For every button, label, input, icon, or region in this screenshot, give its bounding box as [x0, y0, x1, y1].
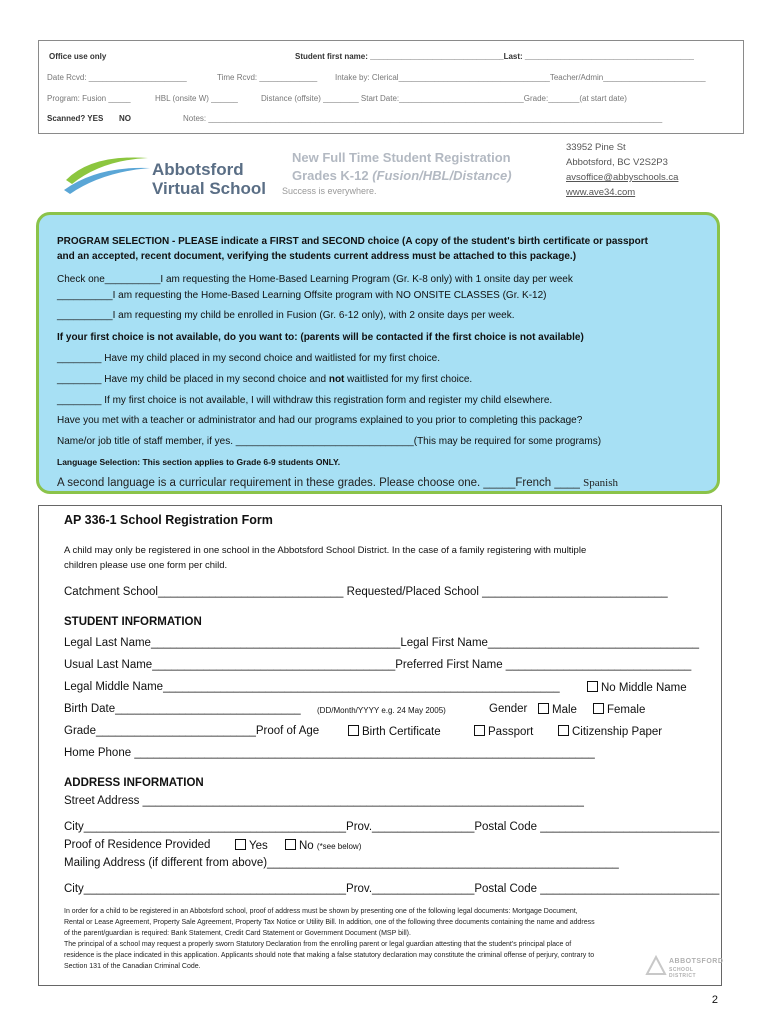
choice-waitlist[interactable]: ________ Have my child placed in my second choice and waitlisted for my first choice. [57, 353, 440, 364]
checkbox-icon[interactable] [558, 725, 569, 736]
choice-withdraw[interactable]: ________ If my first choice is not available, I will withdraw this registration form and register my child elsewhere. [57, 395, 553, 406]
checkbox-icon[interactable] [474, 725, 485, 736]
program-option-fusion[interactable]: __________I am requesting my child be enrolled in Fusion (Gr. 6-12 only), with 2 onsite days per week. [57, 310, 515, 321]
language-selection-note: Language Selection: This section applies to Grade 6-9 students ONLY. [57, 457, 341, 467]
fine-print-2: Rental or Lease Agreement, Property Sale Agreement, Property Tax Notice or Utility Bill. In addition, one of the following three documents containing the name and address [64, 919, 595, 926]
city-prov-postal-field[interactable]: City_________________________________________Prov.________________Postal Code ____________________________ [64, 821, 720, 833]
usual-name-field[interactable]: Usual Last Name______________________________________Preferred First Name _____________________________ [64, 659, 692, 671]
checkbox-icon[interactable] [285, 839, 296, 850]
program-intro-2: and an accepted, recent document, verifying the students current address must be attached to this package.) [57, 251, 577, 262]
legal-middle-name-field[interactable]: Legal Middle Name______________________________________________________________ [64, 681, 560, 693]
grade-field[interactable]: Grade_________________________Proof of Age [64, 725, 320, 737]
address-street: 33952 Pine St [566, 142, 626, 153]
registration-form: AP 336-1 School Registration Form A child may only be registered in one school in the Abbotsford School District. In the case of a family registering with multiple children please use one form per child. Catchment School_____________________________ Requested/Placed School _____________________________ STUDENT INFORMATION Legal Last Name_______________________________________Legal First Name_________________________________ Usual Last Name______________________________________Preferred First Name _____________________________ Legal Middle Name______________________________________________________________ No Middle Name Birth Date_____________________________ (DD/Month/YYYY e.g. 24 May 2005) Gender Male Female Grade_________________________Proof of Age Birth Certificate Passport Citizenship Paper Home Phone ________________________________________________________________________ ADDRESS INFORMATION Street Address _____________________________________________________________________ City_________________________________________Prov.________________Postal Code ____________________________ Proof of Residence Provided Yes No (*see below) Mailing Address (if different from above)_______________________________________________________ City_________________________________________Prov.________________Postal Code ____________________________ In order for a child to be registered in an Abbotsford school, proof of address must be shown by presenting one of the following legal documents: Mortgage Document, Rental or Lease Agreement, Property Sale Agreement, Property Tax Notice or Utility Bill. In addition, one of the following three documents containing the name and address of the parent/guardian is required: Bank Statement, Credit Card Statement or Government Document (MSP bill). The principal of a school may request a properly sworn Statutory Declaration from the enrolling parent or legal guardian attesting that the student's principal place of residence is the place indicated in this application. Applicants should note that making a false statutory declaration may constitute the criminal offense of perjury, contrary to Section 131 of the Canadian Criminal Code. ABBOTSFORD SCHOOL DISTRICT [38, 505, 722, 986]
proof-yes-checkbox[interactable]: Yes [232, 839, 268, 852]
header-title-1: New Full Time Student Registration [292, 150, 511, 165]
choice-no-waitlist[interactable]: ________ Have my child be placed in my second choice and not waitlisted for my first choice. [57, 374, 473, 385]
first-choice-question: If your first choice is not available, do you want to: (parents will be contacted if the first choice is not available) [57, 332, 584, 343]
checkbox-icon[interactable] [538, 703, 549, 714]
form-intro-1: A child may only be registered in one school in the Abbotsford School District. In the case of a family registering with multiple [64, 545, 587, 556]
tagline: Success is everywhere. [282, 186, 377, 196]
checkbox-icon[interactable] [348, 725, 359, 736]
mailing-city-prov-postal-field[interactable]: City_________________________________________Prov.________________Postal Code ____________________________ [64, 883, 720, 895]
gender-male-checkbox[interactable]: Male [535, 703, 577, 716]
email-link[interactable]: avsoffice@abbyschools.ca [566, 172, 679, 183]
birth-date-format: (DD/Month/YYYY e.g. 24 May 2005) [317, 706, 446, 715]
notes-field: Notes: ______________________________________________________________________________________________________ [183, 114, 663, 123]
logo-line-1: Abbotsford [152, 160, 244, 179]
fine-print-3: of the parent/guardian is required: Bank Statement, Credit Card Statement or Government Document (MSP bill). [64, 930, 411, 937]
intake-by-field: Intake by: Clerical__________________________________Teacher/Admin_______________________ [335, 73, 706, 82]
proof-no-checkbox[interactable]: No (*see below) [282, 839, 361, 852]
legal-name-field[interactable]: Legal Last Name_______________________________________Legal First Name_________________________________ [64, 637, 699, 649]
office-use-label: Office use only [49, 52, 107, 61]
logo-swoosh-icon [62, 150, 152, 194]
form-title: AP 336-1 School Registration Form [64, 513, 273, 527]
header-title-2: Grades K-12 (Fusion/HBL/Distance) [292, 168, 512, 183]
form-intro-2: children please use one form per child. [64, 560, 228, 571]
proof-of-residence-label: Proof of Residence Provided [64, 839, 211, 851]
distance-field: Distance (offsite) ________ Start Date:____________________________Grade:_______(at start date) [261, 94, 627, 103]
program-option-offsite[interactable]: __________I am requesting the Home-Based Learning Offsite program with NO ONSITE CLASSES (Gr. K-12) [57, 290, 547, 301]
checkbox-icon[interactable] [593, 703, 604, 714]
scanned-no: NO [119, 114, 131, 123]
no-middle-name-checkbox[interactable]: No Middle Name [584, 681, 687, 694]
gender-label: Gender [489, 703, 528, 715]
checkbox-icon[interactable] [235, 839, 246, 850]
student-info-heading: STUDENT INFORMATION [64, 616, 202, 628]
mailing-address-field[interactable]: Mailing Address (if different from above)_______________________________________________________ [64, 857, 619, 869]
fine-print-4: The principal of a school may request a properly sworn Statutory Declaration from the enrolling parent or legal guardian attesting that the student's principal place of [64, 941, 572, 948]
school-logo [62, 150, 152, 199]
office-use-box [38, 40, 744, 134]
date-rcvd-field: Date Rcvd: ______________________ [47, 73, 187, 82]
citizenship-checkbox[interactable]: Citizenship Paper [555, 725, 662, 738]
gender-female-checkbox[interactable]: Female [590, 703, 645, 716]
home-phone-field[interactable]: Home Phone ________________________________________________________________________ [64, 747, 595, 759]
staff-name-field[interactable]: Name/or job title of staff member, if yes. ________________________________(This may be required for some programs) [57, 436, 602, 447]
checkbox-icon[interactable] [587, 681, 598, 692]
birth-date-field[interactable]: Birth Date_____________________________ [64, 703, 301, 715]
address-city: Abbotsford, BC V2S2P3 [566, 157, 668, 168]
fine-print-6: Section 131 of the Canadian Criminal Code. [64, 963, 201, 970]
language-choice-field[interactable]: A second language is a curricular requirement in these grades. Please choose one. _____French ____ Spanish [57, 477, 618, 489]
school-address [566, 140, 678, 200]
catchment-school-field[interactable]: Catchment School_____________________________ Requested/Placed School _____________________________ [64, 586, 668, 598]
met-staff-question: Have you met with a teacher or administrator and had our programs explained to you prior to completing this package? [57, 415, 583, 426]
student-first-name-field: Student first name: ______________________________Last: ______________________________________ [295, 52, 694, 61]
scanned-yes: Scanned? YES [47, 114, 104, 123]
program-option-hbl[interactable]: Check one__________I am requesting the Home-Based Learning Program (Gr. K-8 only) with 1 onsite day per week [57, 274, 573, 285]
fine-print-1: In order for a child to be registered in an Abbotsford school, proof of address must be shown by presenting one of the following legal documents: Mortgage Document, [64, 908, 578, 915]
district-logo-icon [645, 954, 667, 976]
program-intro-1: PROGRAM SELECTION - PLEASE indicate a FIRST and SECOND choice (A copy of the student's birth certificate or passport [57, 236, 648, 247]
time-rcvd-field: Time Rcvd: _____________ [217, 73, 318, 82]
program-field: Program: Fusion _____ [47, 94, 131, 103]
address-info-heading: ADDRESS INFORMATION [64, 777, 204, 789]
logo-line-2: Virtual School [152, 179, 266, 198]
program-selection-box [36, 212, 720, 494]
hbl-field: HBL (onsite W) ______ [155, 94, 238, 103]
passport-checkbox[interactable]: Passport [471, 725, 533, 738]
fine-print-5: residence is the place indicated in this application. Applicants should note that making a false statutory declaration may constitute the criminal offense of perjury, contrary to [64, 952, 595, 959]
street-address-field[interactable]: Street Address _____________________________________________________________________ [64, 795, 584, 807]
website-link[interactable]: www.ave34.com [566, 187, 636, 198]
birth-certificate-checkbox[interactable]: Birth Certificate [345, 725, 441, 738]
page-number: 2 [711, 994, 718, 1006]
